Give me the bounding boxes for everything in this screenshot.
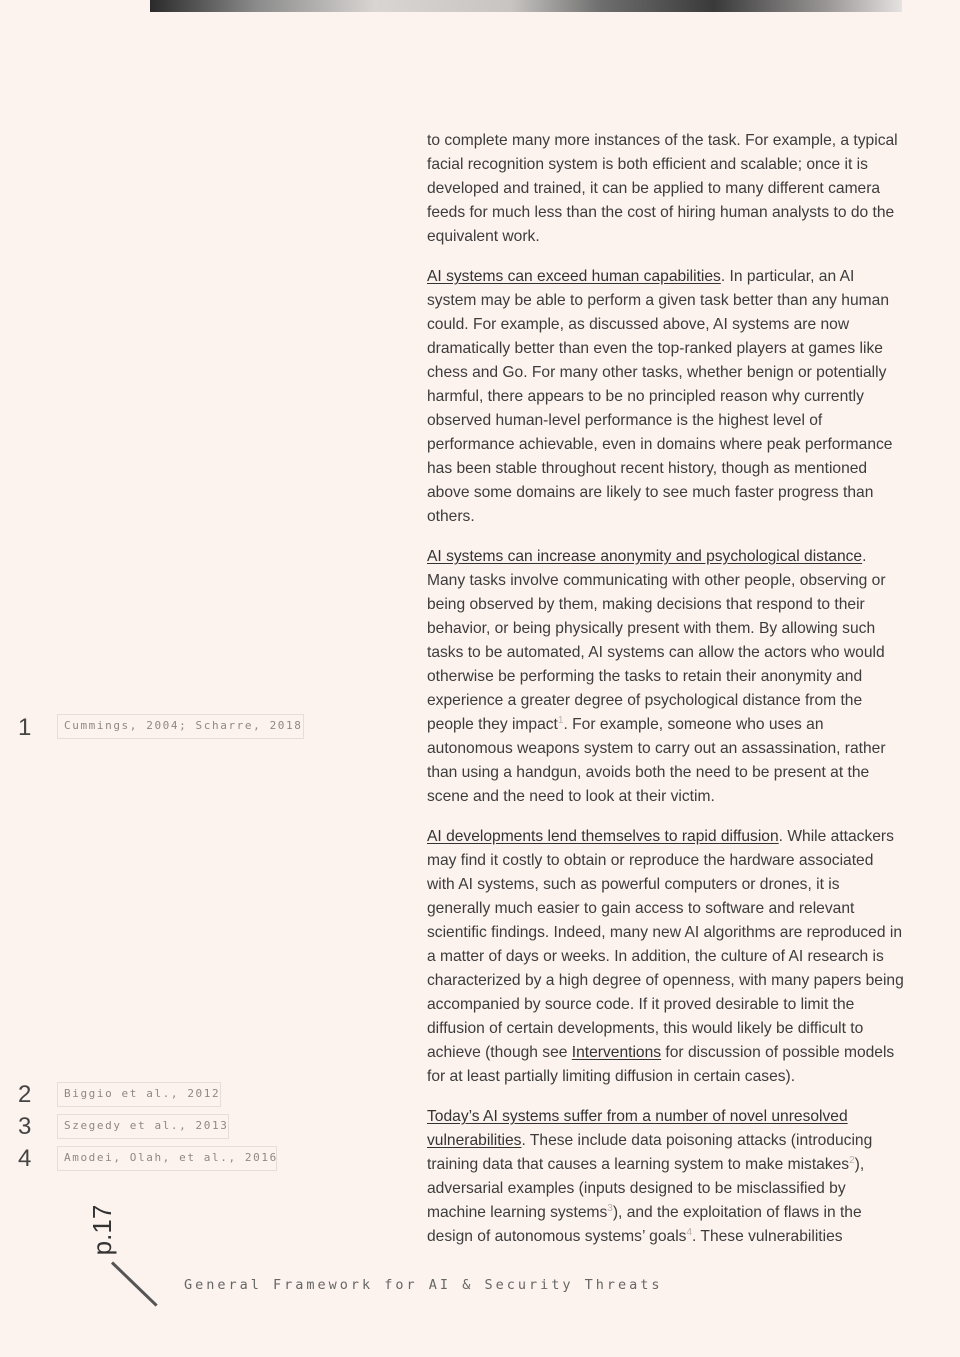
paragraph-5-text-c: ), and the exploitation of flaws in the design of autonomous systems’ goals <box>427 1204 862 1245</box>
footnote-ref-1[interactable]: 1 <box>557 714 564 726</box>
footnote-citation-3: Szegedy et al., 2013 <box>57 1114 229 1139</box>
page-number: p.17 <box>86 1204 117 1256</box>
footnote-ref-4[interactable]: 4 <box>686 1226 693 1238</box>
paragraph-3-text-b: . For example, someone who uses an autonomous weapons system to carry out an assassination, rather than using a handgun, avoids both the need to be present at the scene and the need to look at their victim. <box>427 716 886 805</box>
footnote-number-4: 4 <box>18 1145 32 1172</box>
footnote-number-2: 2 <box>18 1081 32 1108</box>
running-title: General Framework for AI & Security Threats <box>184 1277 663 1293</box>
paragraph-4-text-b: for discussion of possible models for at least partially limiting diffusion in certain cases). <box>427 1044 895 1085</box>
heading-rapid-diffusion: AI developments lend themselves to rapid diffusion <box>427 828 779 845</box>
heading-anonymity: AI systems can increase anonymity and psychological distance <box>427 548 863 565</box>
paragraph-2-text: . In particular, an AI system may be able to perform a given task better than any human could. For example, as discussed above, AI systems are now dramatically better than even the top-ranked players at games like chess and Go. For many other tasks, whether benign or potentially harmful, there appears to be no principled reason why currently observed human-level performance is the highest level of performance achievable, even in domains where peak performance has been stable throughout recent history, though as mentioned above some domains are likely to see much faster progress than others. <box>427 268 893 525</box>
paragraph-5 <box>427 1105 905 1249</box>
decorative-slash <box>111 1261 158 1306</box>
interventions-link[interactable]: Interventions <box>571 1044 662 1061</box>
paragraph-3 <box>427 545 905 809</box>
paragraph-5-text-b: ), adversarial examples (inputs designed to be misclassified by machine learning systems <box>427 1156 865 1221</box>
paragraph-4 <box>427 825 905 1089</box>
footnote-citation-2: Biggio et al., 2012 <box>57 1082 221 1107</box>
footnote-number-1: 1 <box>18 714 32 741</box>
paragraph-1 <box>427 129 905 249</box>
footnote-citation-4: Amodei, Olah, et al., 2016 <box>57 1146 277 1171</box>
heading-exceed-capabilities: AI systems can exceed human capabilities <box>427 268 721 285</box>
paragraph-5-text-a: . These include data poisoning attacks (introducing training data that causes a learning system to make mistakes <box>427 1132 873 1173</box>
footnote-ref-2[interactable]: 2 <box>849 1154 855 1166</box>
body-text-column <box>427 129 905 1265</box>
top-photo-strip <box>150 0 902 12</box>
footnote-number-3: 3 <box>18 1113 32 1140</box>
paragraph-4-text-a: . While attackers may find it costly to obtain or reproduce the hardware associated with AI systems, such as powerful computers or drones, it is generally much easier to gain access to software and relevant scientific findings. Indeed, many new AI algorithms are reproduced in a matter of days or weeks. In addition, the culture of AI research is characterized by a high degree of openness, with many papers being accompanied by source code. If it proved desirable to limit the diffusion of certain developments, this would likely be difficult to achieve (though see <box>427 828 904 1061</box>
paragraph-3-text-a: . Many tasks involve communicating with other people, observing or being observed by them, making decisions that respond to their behavior, or being physically present with them. By allowing such tasks to be automated, AI systems can allow the actors who would otherwise be performing the tasks to retain their anonymity and experience a greater degree of psychological distance from the people they impact <box>427 548 886 733</box>
footnote-citation-1: Cummings, 2004; Scharre, 2018 <box>57 714 304 739</box>
paragraph-5-text-d: . These vulnerabilities <box>692 1228 843 1245</box>
paragraph-1-text: to complete many more instances of the task. For example, a typical facial recognition system is both efficient and scalable; once it is developed and trained, it can be applied to many different camera feeds for much less than the cost of hiring human analysts to do the equivalent work. <box>427 132 898 245</box>
footnote-ref-3[interactable]: 3 <box>607 1202 613 1214</box>
paragraph-2 <box>427 265 905 529</box>
heading-vulnerabilities: Today’s AI systems suffer from a number of novel unresolved vulnerabilities <box>427 1108 848 1149</box>
